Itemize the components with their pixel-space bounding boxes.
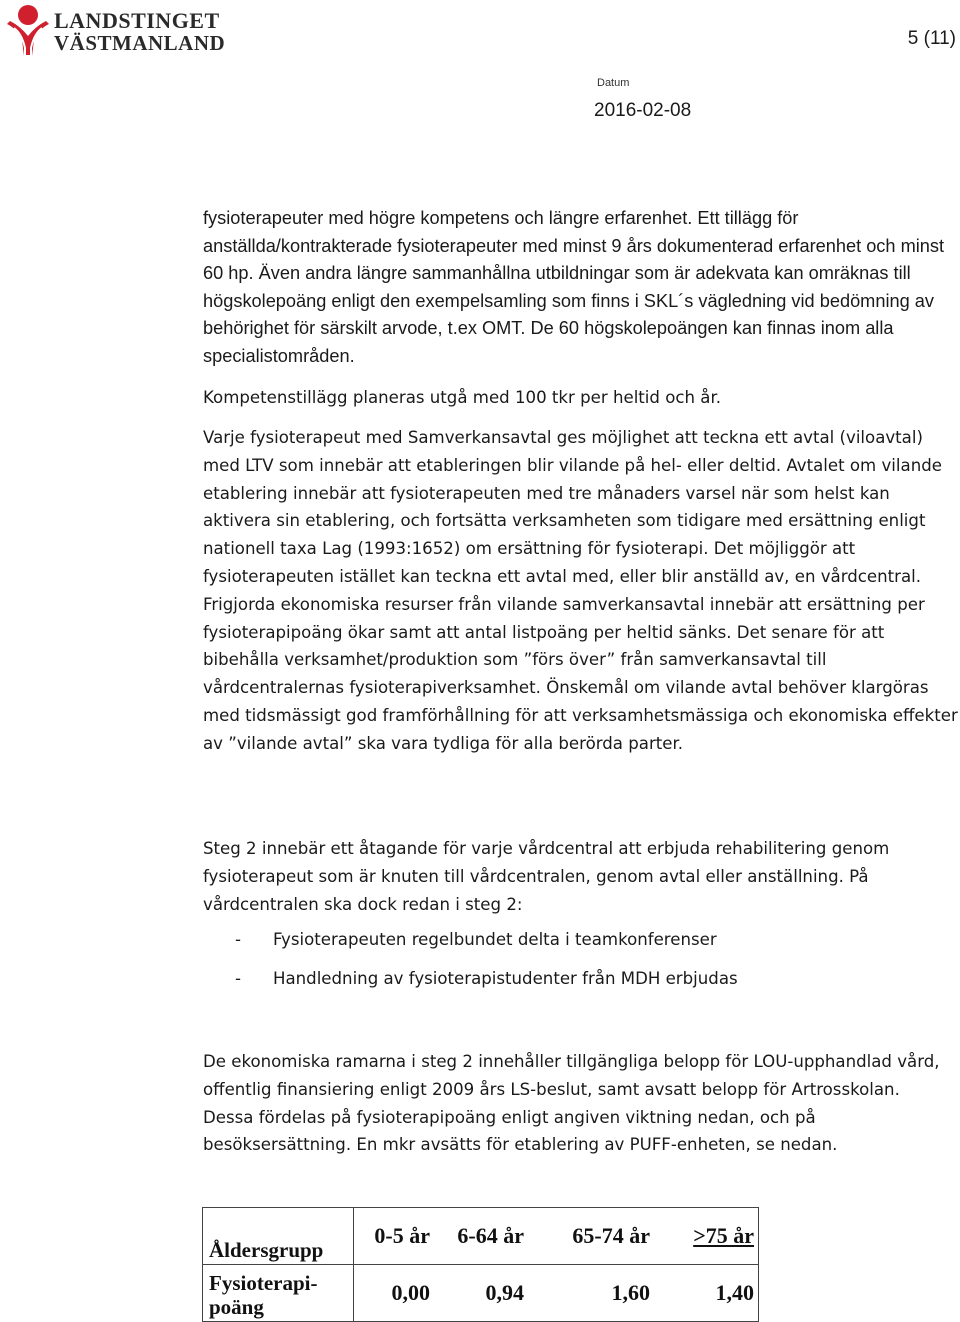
table-cell — [654, 1208, 759, 1265]
paragraph-competence-supplement — [203, 384, 960, 412]
paragraph-economic-frames — [203, 1048, 948, 1159]
logo-text-line2: VÄSTMANLAND — [54, 31, 226, 55]
paragraph-step2 — [203, 835, 938, 918]
table-cell-text: >75 år — [693, 1223, 754, 1248]
bullet-text: Handledning av fysioterapistudenter från MDH erbjudas — [273, 969, 738, 988]
date-label: Datum — [597, 77, 630, 89]
table-cell: 1,60 — [528, 1265, 654, 1322]
logo-text-line1: LANDSTINGET — [54, 8, 220, 33]
paragraph-text: De ekonomiska ramarna i steg 2 innehåller tillgängliga belopp för LOU-upphandlad vård, offentlig finansiering enligt 2009 års LS-beslut, samt avsatt belopp för Artrosskolan. Dessa fördelas på fysioterapipoäng enligt angiven viktning nedan, och på besöksersättning. En mkr avsätts för etablering av PUFF-enheten, se nedan. — [203, 1052, 940, 1155]
age-weighting-table — [202, 1207, 759, 1322]
logo-figure-icon — [4, 4, 52, 58]
bullet-dash: - — [235, 930, 241, 949]
table-cell: 0,00 — [354, 1265, 435, 1322]
page-number: 5 (11) — [907, 28, 956, 49]
table-cell: 1,40 — [654, 1265, 759, 1322]
paragraph-competence — [203, 205, 948, 370]
bullet-list — [203, 930, 960, 1000]
table-cell: 65-74 år — [528, 1208, 654, 1265]
table-row — [203, 1265, 759, 1322]
organization-logo — [4, 4, 226, 60]
date-value: 2016-02-08 — [594, 100, 692, 121]
paragraph-text: Varje fysioterapeut med Samverkansavtal ges möjlighet att teckna ett avtal (viloavtal) med LTV som innebär att etableringen blir vilande på hel- eller deltid. Avtalet om vilande etablering innebär att fysioterapeuten med tre månaders varsel när som helst kan aktivera sin etablering, och fortsätta verksamheten som tidigare med ersättning enligt nationell taxa Lag (1993:1652) om ersättning för fysioterapi. Det möjliggör att fysioterapeuten istället kan teckna ett avtal med, eller blir anställd av, en vårdcentral. Frigjorda ekonomiska resurser från vilande samverkansavtal innebär att ersättning per fysioterapipoäng ökar samt att antal listpoäng per heltid sänks. Det senare för att bibehålla verksamhet/produktion som ”förs över” från samverkansavtal till vårdcentralernas fysioterapiverksamhet. Önskemål om vilande avtal behöver klargöras med tidsmässigt god framförhållning för att verksamhetsmässiga och ekonomiska effekter av ”vilande avtal” ska vara tydliga för alla berörda parter. — [203, 428, 958, 753]
bullet-dash: - — [235, 969, 241, 988]
table-row-header-age: Åldersgrupp — [203, 1208, 354, 1265]
paragraph-text: Kompetenstillägg planeras utgå med 100 tkr per heltid och år. — [203, 388, 722, 407]
table-cell: 6-64 år — [434, 1208, 528, 1265]
table-row-header-points: Fysioterapi-poäng — [203, 1265, 354, 1322]
bullet-text: Fysioterapeuten regelbundet delta i teamkonferenser — [273, 930, 717, 949]
table-cell: 0,94 — [434, 1265, 528, 1322]
table-cell: 0-5 år — [354, 1208, 435, 1265]
paragraph-rest-agreement — [203, 424, 960, 758]
table-row — [203, 1208, 759, 1265]
paragraph-text: Steg 2 innebär ett åtagande för varje vårdcentral att erbjuda rehabilitering genom fysioterapeut som är knuten till vårdcentralen, genom avtal eller anställning. På vårdcentralen ska dock redan i steg 2: — [203, 839, 890, 914]
paragraph-text: fysioterapeuter med högre kompetens och längre erfarenhet. Ett tillägg för anställda/kontrakterade fysioterapeuter med minst 9 års dokumenterad erfarenhet och minst 60 hp. Även andra längre sammanhållna utbildningar som är adekvata kan omräknas till högskolepoäng enligt den exempelsamling som finns i SKL´s vägledning vid bedömning av behörighet för särskilt arvode, t.ex OMT. De 60 högskolepoängen kan finnas inom alla specialistområden. — [203, 208, 945, 366]
